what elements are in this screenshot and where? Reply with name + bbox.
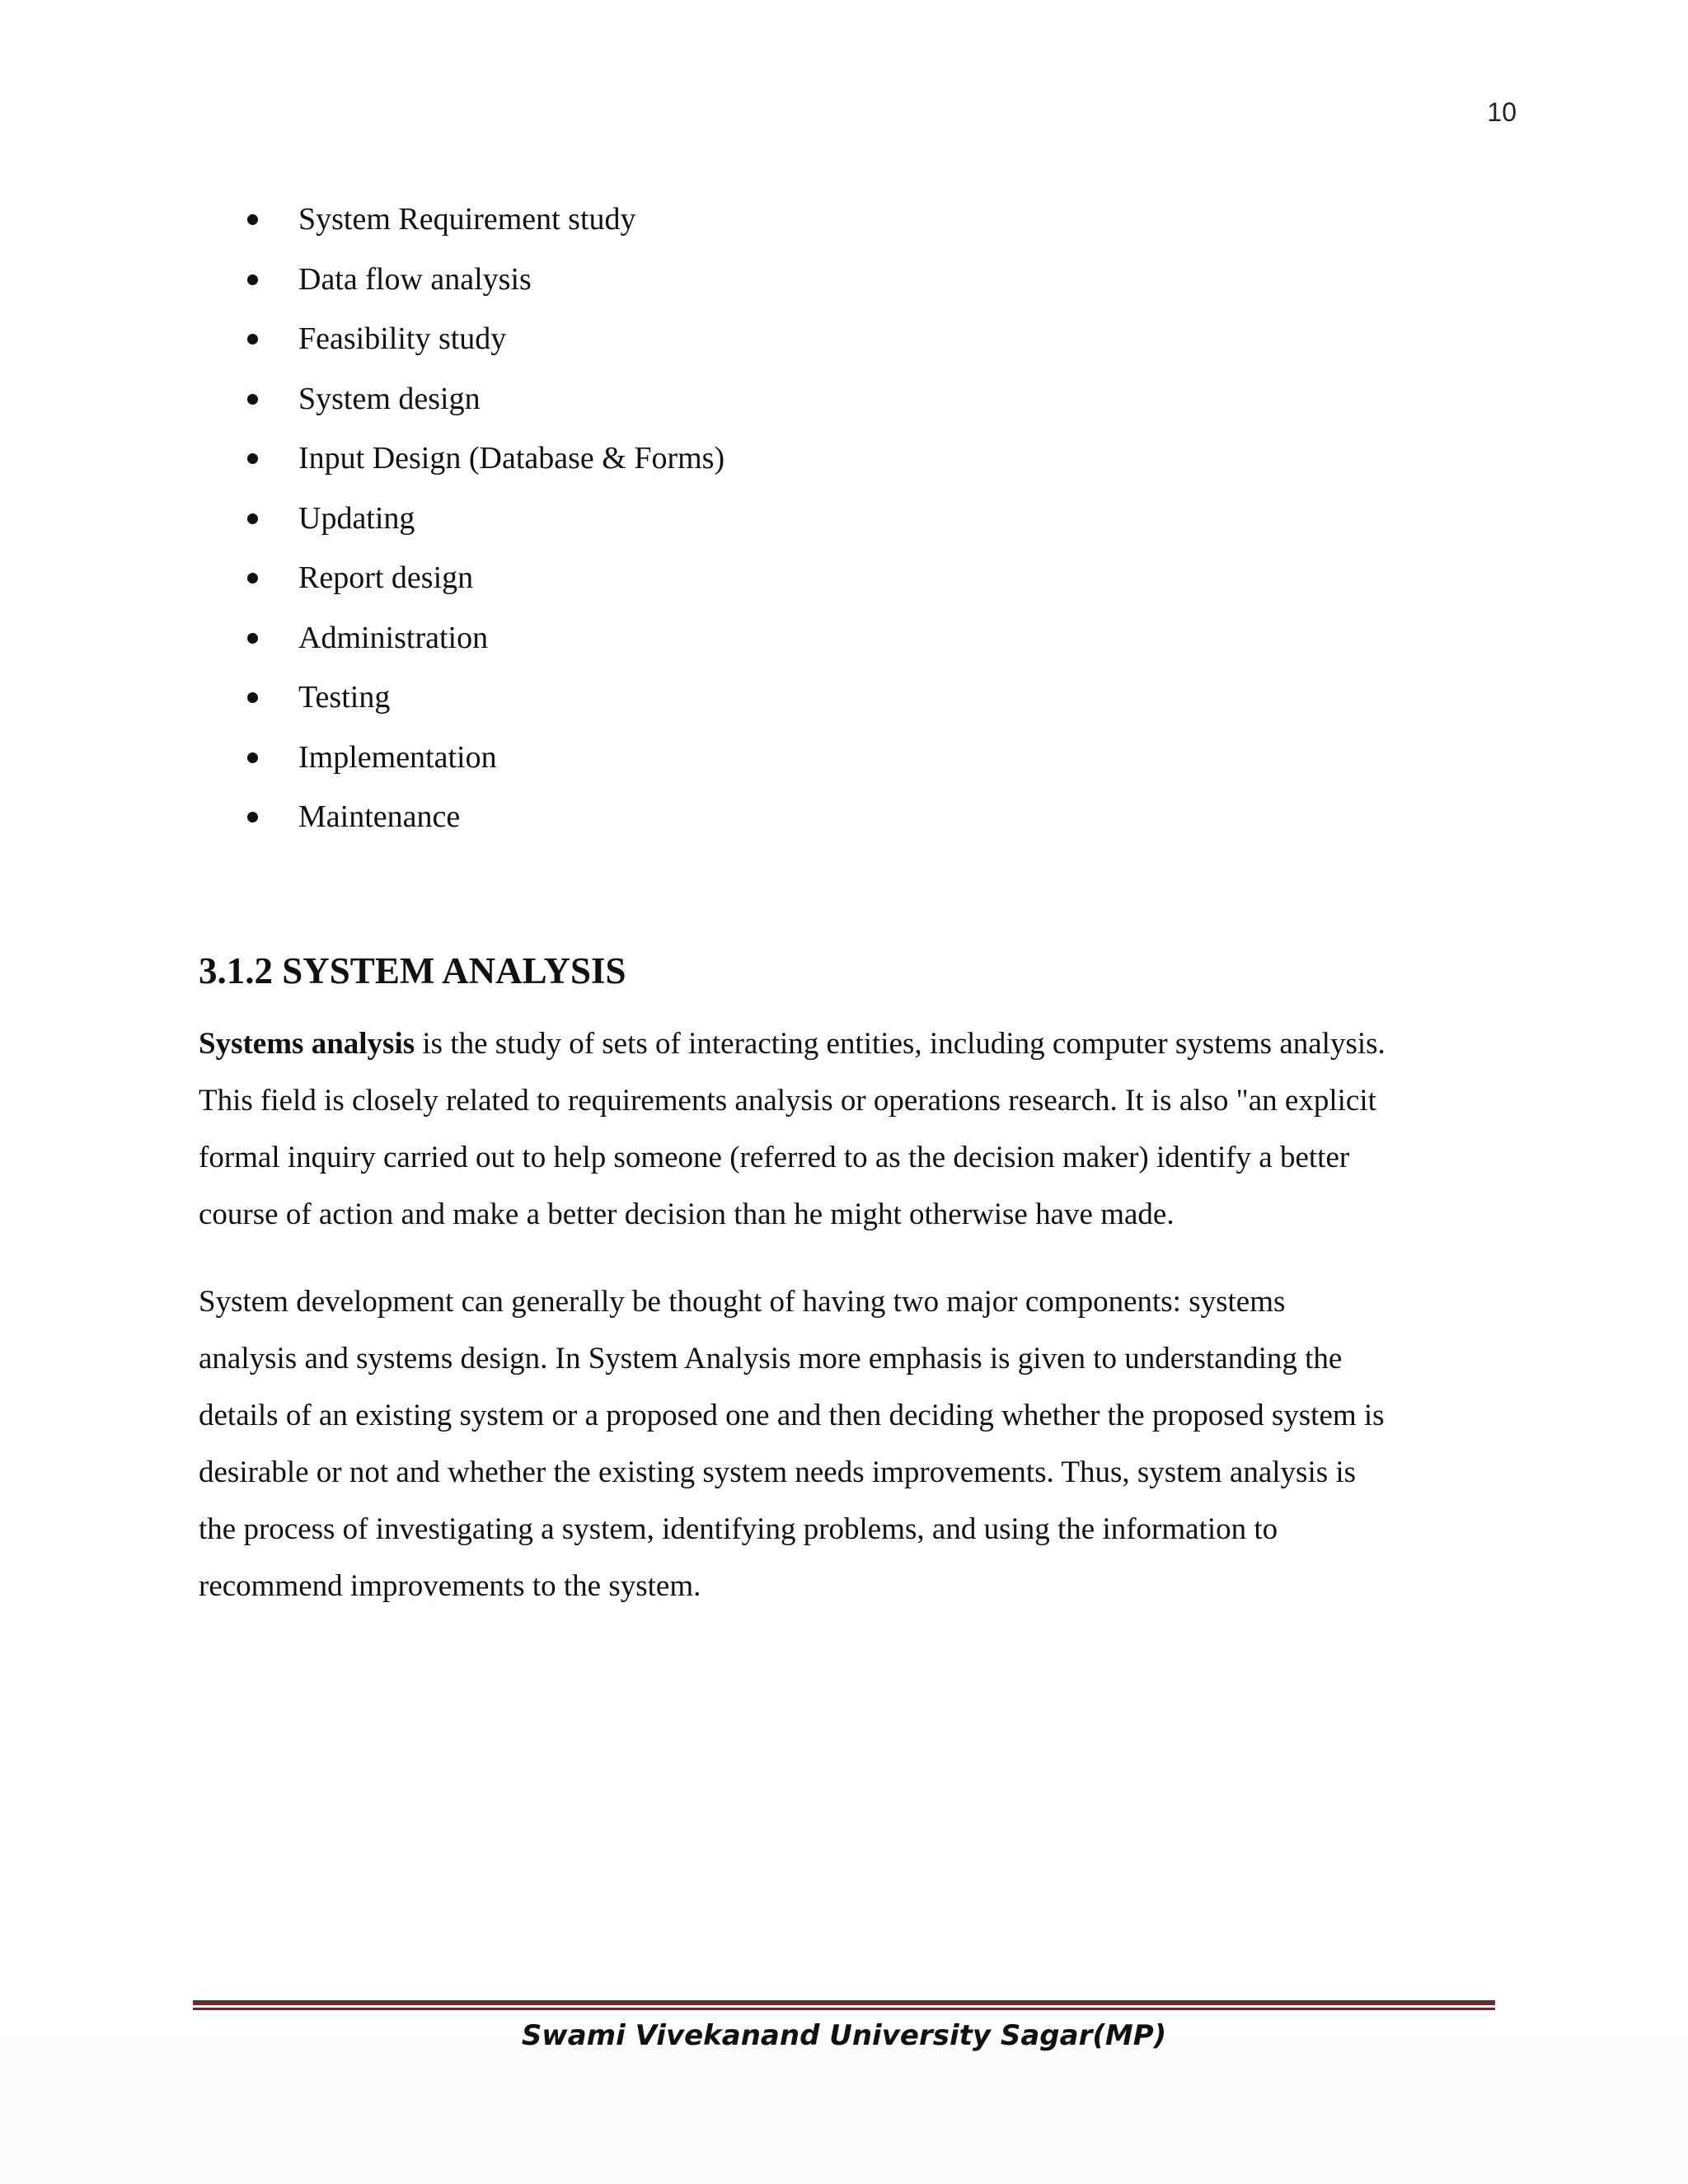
list-item <box>247 376 724 436</box>
paragraph-line: course of action and make a better decision than he might otherwise have made. <box>199 1197 1175 1231</box>
list-item <box>247 734 724 794</box>
list-item <box>247 555 724 615</box>
paragraph-text: is the study of sets of interacting entities, including computer systems analysis. <box>415 1027 1386 1061</box>
paragraph-line: System development can generally be thought of having two major components: systems <box>199 1285 1286 1319</box>
bold-term: Systems analysis <box>199 1027 415 1061</box>
list-item-text: System design <box>298 381 481 416</box>
list-item <box>247 435 724 495</box>
paragraph-line: recommend improvements to the system. <box>199 1569 701 1603</box>
paragraph-line: analysis and systems design. In System Analysis more emphasis is given to understanding the <box>199 1342 1343 1376</box>
list-item-text: Maintenance <box>298 799 461 834</box>
page-number: 10 <box>1487 97 1517 127</box>
bullet-icon <box>247 633 258 644</box>
list-item-text: System Requirement study <box>298 202 636 237</box>
bullet-icon <box>247 453 258 464</box>
paragraph-line: desirable or not and whether the existing system needs improvements. Thus, system analysis is <box>199 1455 1357 1489</box>
paragraph-line: the process of investigating a system, identifying problems, and using the information to <box>199 1512 1278 1546</box>
bullet-icon <box>247 513 258 524</box>
list-item-text: Input Design (Database & Forms) <box>298 441 725 476</box>
list-item-text: Implementation <box>298 739 497 775</box>
bullet-icon <box>247 752 258 763</box>
bullet-icon <box>247 394 258 405</box>
section-heading: 3.1.2 SYSTEM ANALYSIS <box>199 950 626 991</box>
bullet-icon <box>247 692 258 703</box>
list-item <box>247 615 724 675</box>
bullet-icon <box>247 573 258 583</box>
paragraph-line: formal inquiry carried out to help someone (referred to as the decision maker) identify a better <box>199 1141 1350 1174</box>
paragraph-line: This field is closely related to requirements analysis or operations research. It is also "an explicit <box>199 1084 1376 1118</box>
bullet-icon <box>247 334 258 344</box>
bullet-icon <box>247 274 258 285</box>
list-item <box>247 495 724 555</box>
list-item <box>247 256 724 316</box>
list-item-text: Data flow analysis <box>298 261 532 297</box>
list-item <box>247 674 724 734</box>
footer-divider <box>193 2000 1495 2010</box>
footer-divider-thick <box>193 2000 1495 2005</box>
paragraph-line <box>199 1015 1517 1072</box>
list-item <box>247 196 724 256</box>
bullet-icon <box>247 214 258 225</box>
list-item-text: Updating <box>298 500 415 536</box>
list-item-text: Testing <box>298 680 391 715</box>
list-item-text: Administration <box>298 620 489 655</box>
list-item <box>247 316 724 376</box>
bullet-icon <box>247 812 258 823</box>
list-item-text: Report design <box>298 560 474 595</box>
bullet-list <box>247 196 724 854</box>
list-item <box>247 794 724 854</box>
paragraph-system-development <box>199 1273 1517 1615</box>
list-item-text: Feasibility study <box>298 321 507 356</box>
footer-university-name: Swami Vivekanand University Sagar(MP) <box>521 2019 1167 2052</box>
footer-divider-thin <box>193 2008 1495 2010</box>
paragraph-systems-analysis <box>199 1015 1517 1243</box>
paragraph-line: details of an existing system or a proposed one and then deciding whether the proposed system is <box>199 1399 1385 1432</box>
